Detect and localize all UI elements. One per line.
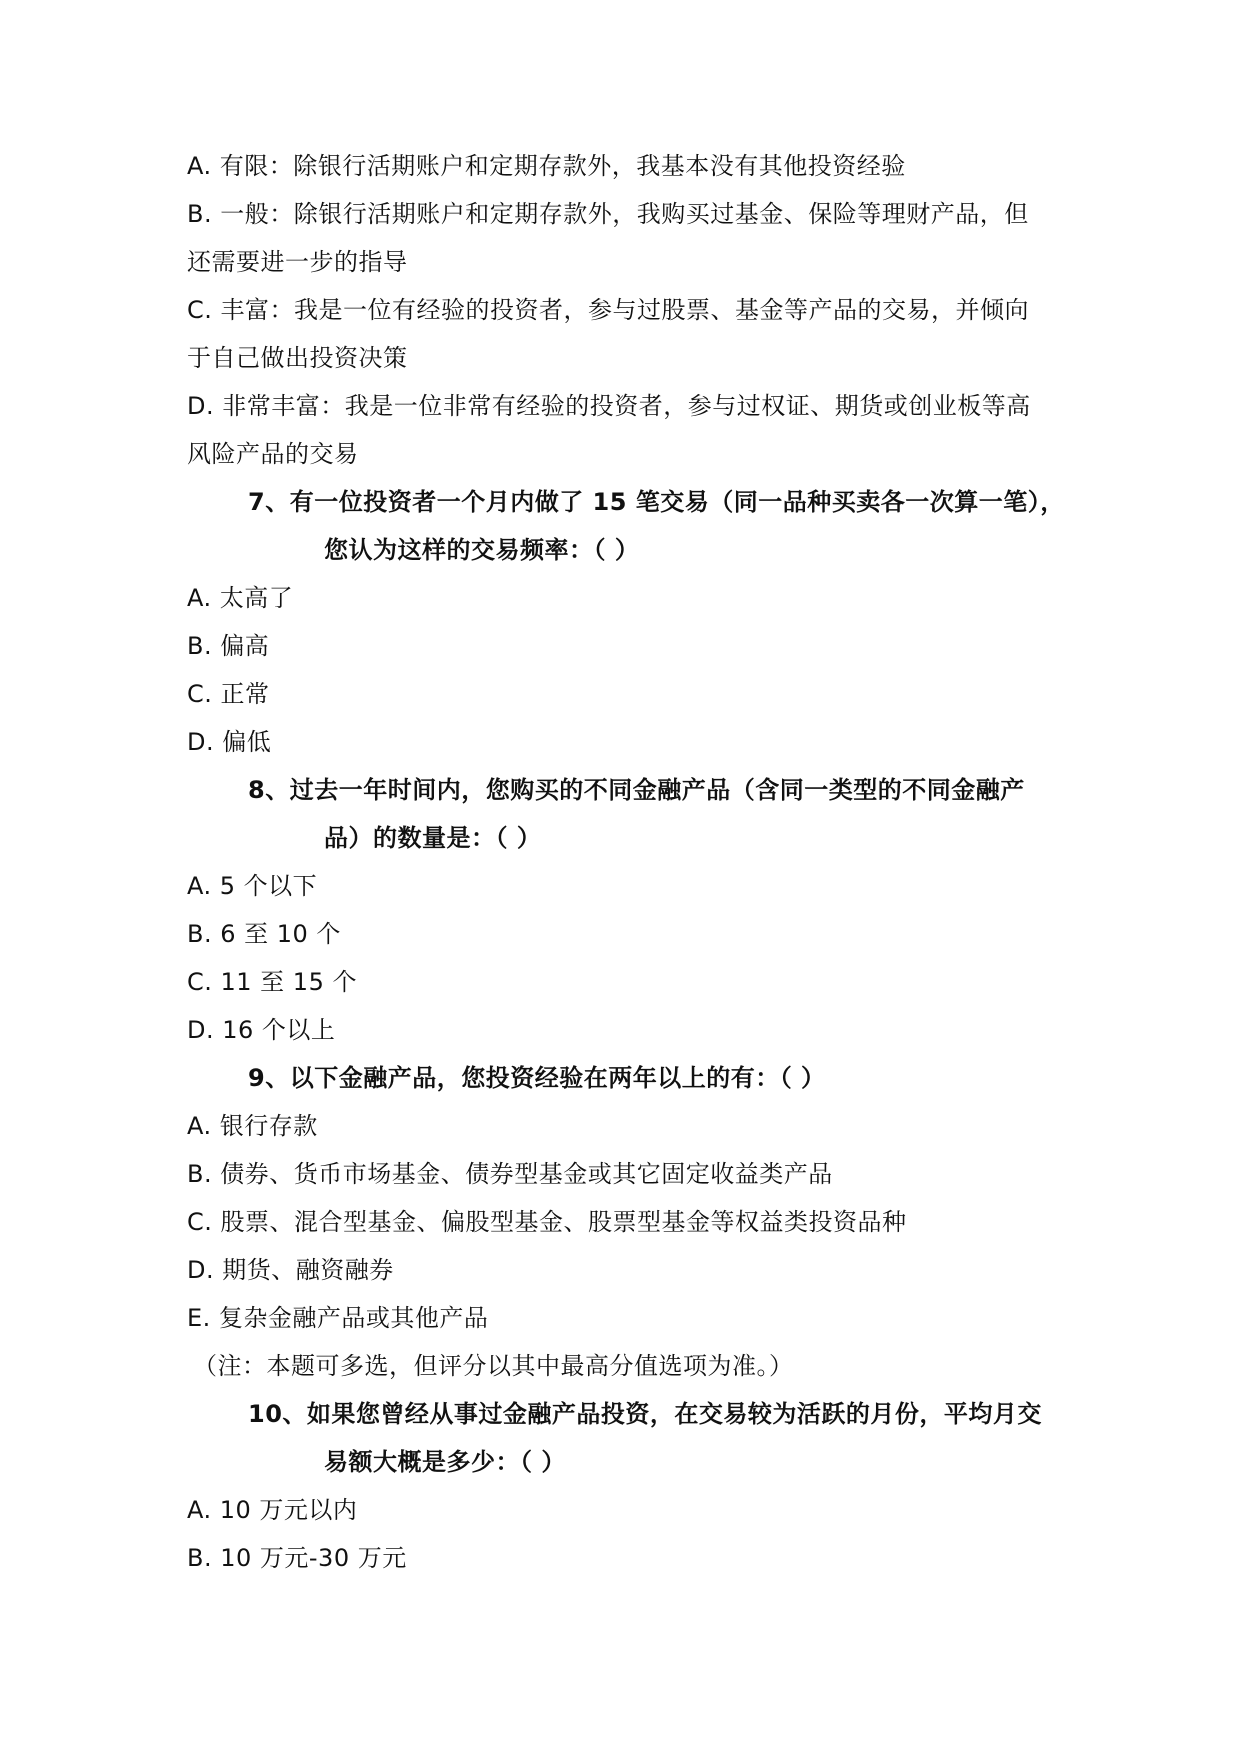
q10-option-b: B. 10 万元-30 万元 — [187, 1544, 407, 1572]
q7-option-a: A. 太高了 — [187, 584, 294, 612]
q9-option-c: C. 股票、混合型基金、偏股型基金、股票型基金等权益类投资品种 — [187, 1208, 907, 1236]
q8-option-d: D. 16 个以上 — [187, 1016, 336, 1044]
q7-option-d: D. 偏低 — [187, 728, 272, 756]
q9-option-b: B. 债券、货币市场基金、债券型基金或其它固定收益类产品 — [187, 1160, 833, 1188]
q9-option-d: D. 期货、融资融券 — [187, 1256, 394, 1284]
q7-question-line2: 您认为这样的交易频率：（ ） — [324, 536, 640, 564]
q6-option-c-line1: C. 丰富：我是一位有经验的投资者，参与过股票、基金等产品的交易，并倾向 — [187, 296, 1030, 324]
q6-option-d-line1: D. 非常丰富：我是一位非常有经验的投资者，参与过权证、期货或创业板等高 — [187, 392, 1031, 420]
q8-question-line1: 8、过去一年时间内，您购买的不同金融产品（含同一类型的不同金融产 — [248, 776, 1025, 804]
q6-option-a: A. 有限：除银行活期账户和定期存款外，我基本没有其他投资经验 — [187, 152, 906, 180]
q9-note: （注：本题可多选，但评分以其中最高分值选项为准。） — [193, 1352, 794, 1380]
q6-option-b-line1: B. 一般：除银行活期账户和定期存款外，我购买过基金、保险等理财产品，但 — [187, 200, 1029, 228]
q6-option-c-line2: 于自己做出投资决策 — [187, 344, 408, 372]
q8-option-a: A. 5 个以下 — [187, 872, 318, 900]
q10-option-a: A. 10 万元以内 — [187, 1496, 358, 1524]
q9-option-a: A. 银行存款 — [187, 1112, 318, 1140]
q7-option-b: B. 偏高 — [187, 632, 270, 660]
q7-question-line1: 7、有一位投资者一个月内做了 15 笔交易（同一品种买卖各一次算一笔）， — [248, 488, 1065, 516]
q10-question-line1: 10、如果您曾经从事过金融产品投资，在交易较为活跃的月份，平均月交 — [248, 1400, 1042, 1428]
q9-option-e: E. 复杂金融产品或其他产品 — [187, 1304, 489, 1332]
q8-option-c: C. 11 至 15 个 — [187, 968, 357, 996]
q8-option-b: B. 6 至 10 个 — [187, 920, 341, 948]
q6-option-d-line2: 风险产品的交易 — [187, 440, 359, 468]
q10-question-line2: 易额大概是多少：（ ） — [324, 1448, 566, 1476]
q7-option-c: C. 正常 — [187, 680, 270, 708]
q9-question: 9、以下金融产品，您投资经验在两年以上的有：（ ） — [248, 1064, 826, 1092]
q8-question-line2: 品）的数量是：（ ） — [324, 824, 542, 852]
q6-option-b-line2: 还需要进一步的指导 — [187, 248, 408, 276]
